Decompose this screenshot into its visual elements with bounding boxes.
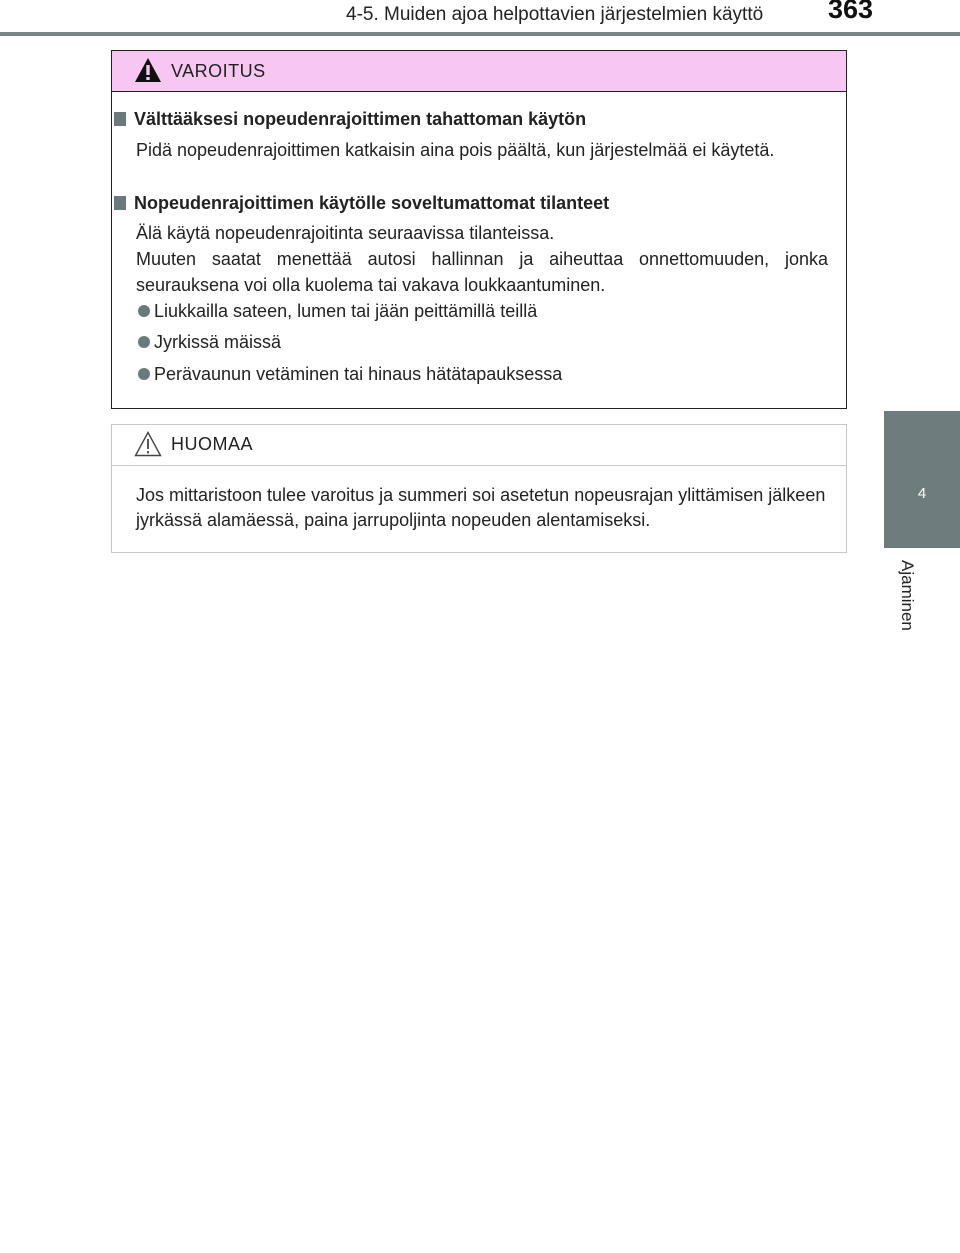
- chapter-label-wrap: [883, 560, 933, 650]
- section-paragraph: Pidä nopeudenrajoittimen katkaisin aina pois päältä, kun järjestelmää ei käytetä.: [136, 140, 775, 160]
- warning-box: [111, 50, 847, 409]
- round-bullet-icon: [138, 368, 150, 380]
- square-bullet-icon: [114, 112, 126, 126]
- list-item: [138, 364, 562, 385]
- list-item-text: Perävaunun vetäminen tai hinaus hätätapauksessa: [154, 364, 563, 384]
- notice-title: HUOMAA: [171, 434, 254, 454]
- list-item: [138, 332, 281, 353]
- warning-triangle-icon: [134, 57, 162, 83]
- section-heading-text: Nopeudenrajoittimen käytölle soveltumattomat tilanteet: [134, 193, 610, 213]
- round-bullet-icon: [138, 336, 150, 348]
- list-item: [138, 301, 537, 322]
- square-bullet-icon: [114, 196, 126, 210]
- notice-header: [112, 425, 846, 466]
- list-item-text: Jyrkissä mäissä: [154, 332, 282, 352]
- notice-box: [111, 424, 847, 553]
- warning-header: [112, 51, 846, 92]
- section-paragraph: Älä käytä nopeudenrajoitinta seuraavissa tilanteissa.: [136, 223, 555, 243]
- section-title: 4-5. Muiden ajoa helpottavien järjestelmien käyttö: [346, 4, 764, 25]
- chapter-number: 4: [917, 485, 927, 502]
- chapter-label: Ajaminen: [898, 560, 917, 631]
- section-heading-text: Välttääksesi nopeudenrajoittimen tahattoman käytön: [134, 109, 587, 129]
- section-heading: [114, 109, 586, 130]
- header-rule: [0, 32, 960, 36]
- section-paragraph: Muuten saatat menettää autosi hallinnan ja aiheuttaa onnettomuuden, jonka seurauksena voi olla kuolema tai vakava loukkaantuminen.: [136, 249, 828, 295]
- notice-text: Jos mittaristoon tulee varoitus ja summeri soi asetetun nopeusrajan ylittämisen jälkeen jyrkässä alamäessä, paina jarrupoljinta nopeuden alentamiseksi.: [136, 485, 826, 530]
- page-number: 363: [828, 0, 874, 24]
- caution-triangle-icon: [134, 431, 162, 457]
- section-heading: [114, 193, 609, 214]
- round-bullet-icon: [138, 305, 150, 317]
- chapter-tab: [884, 411, 960, 548]
- list-item-text: Liukkailla sateen, lumen tai jään peittämillä teillä: [154, 301, 538, 321]
- warning-title: VAROITUS: [171, 61, 266, 81]
